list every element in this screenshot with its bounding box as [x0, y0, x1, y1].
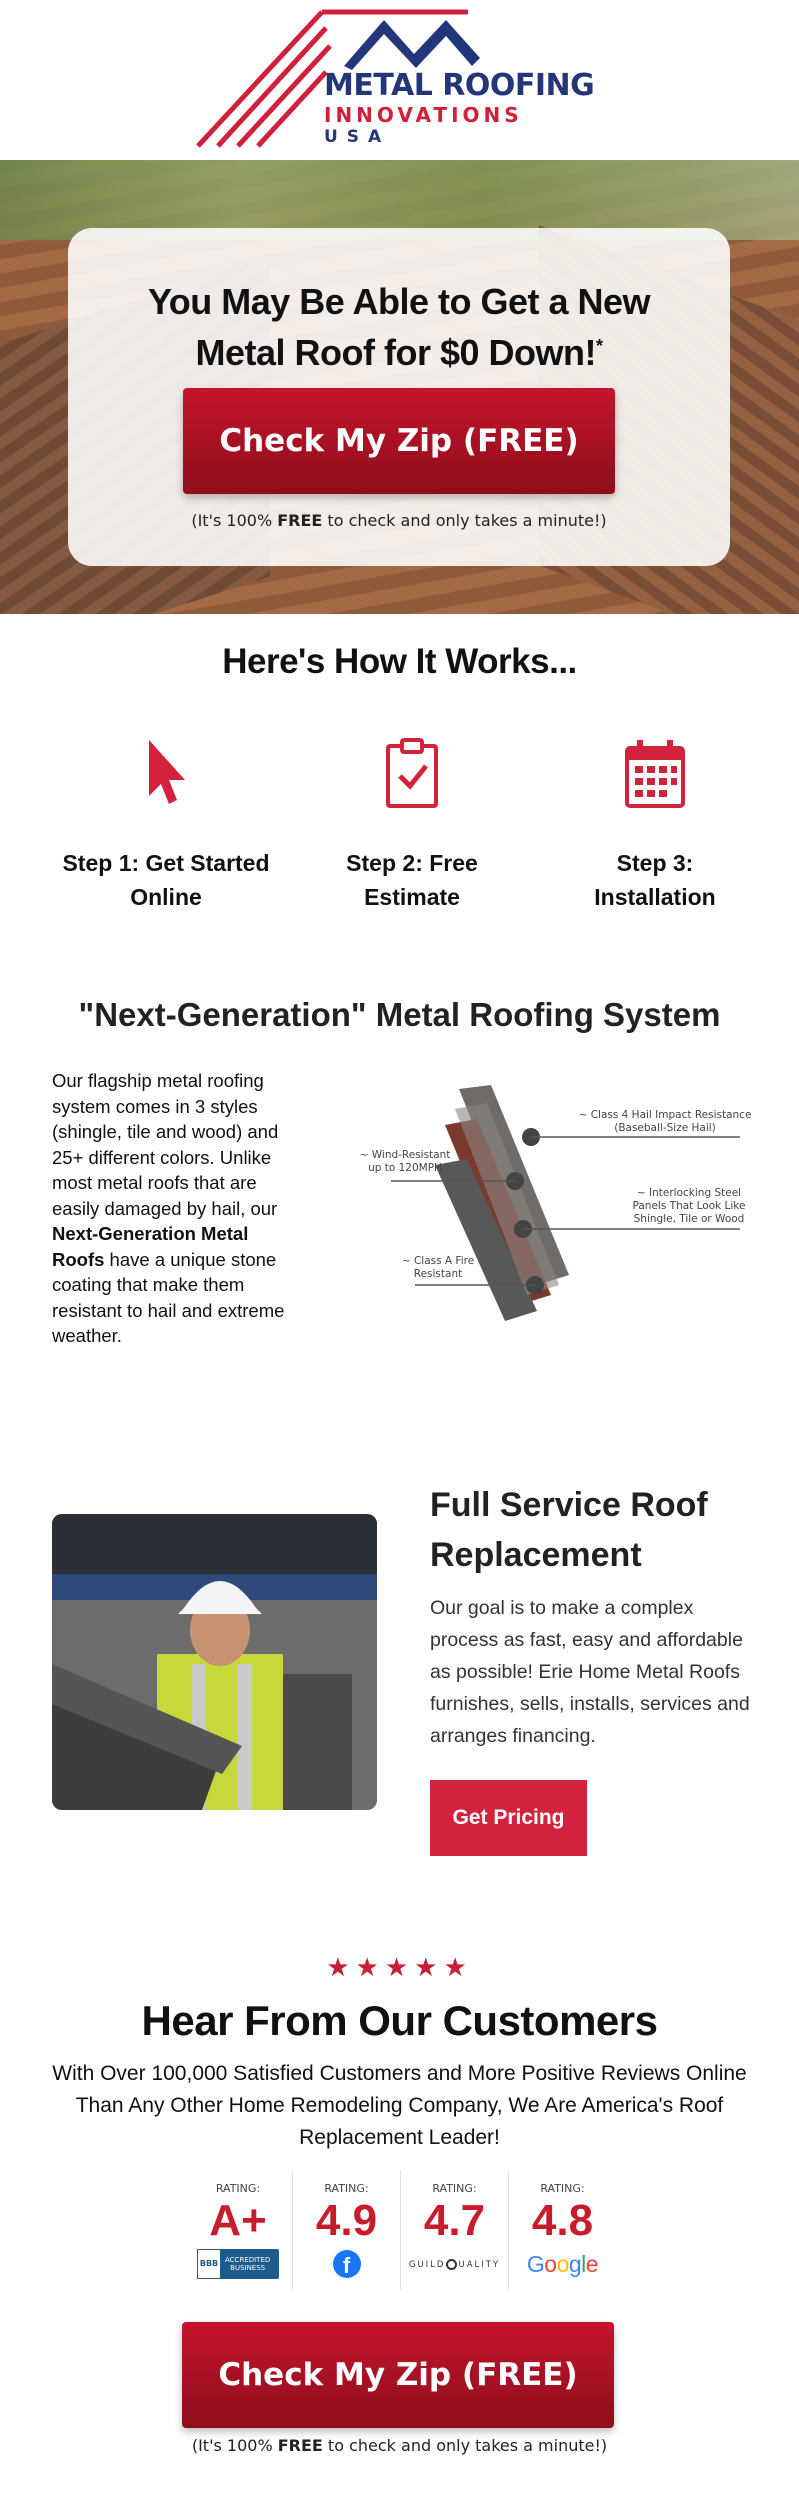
step-3-label-line-2: Installation: [594, 884, 716, 910]
google-logo: [527, 2251, 598, 2278]
bottom-free-check-note: [0, 2436, 799, 2455]
brand-logo[interactable]: [196, 6, 606, 152]
panels-callout-line-1: ~ Interlocking Steel: [636, 1187, 742, 1199]
cursor-arrow-icon: [46, 730, 286, 810]
step-2-label-line-2: Estimate: [364, 884, 460, 910]
bottom-note-post: to check and only takes a minute!): [322, 2436, 608, 2455]
ratings-row: [184, 2170, 616, 2290]
google-o1: o: [544, 2250, 557, 2277]
rating-value: 4.8: [531, 2196, 594, 2245]
check-my-zip-button[interactable]: Check My Zip (FREE): [183, 388, 615, 494]
rating-caption: RATING:: [540, 2182, 585, 2195]
bottom-note-bold: FREE: [277, 2436, 323, 2455]
google-o2: o: [556, 2250, 569, 2277]
step-1-label: [46, 846, 286, 914]
rating-caption: RATING:: [432, 2182, 477, 2195]
bbb-badge: [197, 2249, 279, 2279]
hero-headline: [68, 280, 730, 375]
wind-resistance-callout: [355, 1149, 455, 1175]
fire-callout-line-1: ~ Class A Fire: [401, 1255, 475, 1267]
next-gen-title: "Next-Generation" Metal Roofing System: [78, 996, 721, 1033]
free-check-note: [68, 511, 730, 530]
installer-photo: [52, 1514, 377, 1810]
reviews-subtitle: With Over 100,000 Satisfied Customers and More Positive Reviews Online Than Any Other Home Remodeling Company, We Are America's Roof Replacement Leader!: [52, 2062, 747, 2149]
google-e: e: [585, 2250, 599, 2277]
step-3: [535, 730, 775, 914]
guild-text-1: GUILD: [408, 2259, 446, 2270]
reviews-title: Hear From Our Customers: [141, 1997, 658, 2044]
rating-guildquality: [400, 2170, 508, 2290]
next-gen-description: [52, 1068, 302, 1349]
full-service-title: [430, 1480, 760, 1580]
panels-callout-line-3: Shingle, Tile or Wood: [633, 1213, 745, 1225]
brand-line-1: METAL ROOFING: [324, 68, 595, 103]
hero-headline-line-2-text: Metal Roof for $0 Down!: [195, 332, 596, 373]
how-it-works-title: Here's How It Works...: [222, 642, 577, 681]
rating-value: A+: [209, 2196, 267, 2245]
google-g2: g: [568, 2250, 582, 2277]
brand-line-3: USA: [324, 127, 391, 147]
full-service-description: Our goal is to make a complex process as fast, easy and affordable as possible! Erie Home Metal Roofs furnishes, sells, installs, services and arranges financing.: [430, 1597, 750, 1747]
hail-callout-line-1: ~ Class 4 Hail Impact Resistance: [578, 1109, 752, 1121]
step-2-label: [292, 846, 532, 914]
rating-google: [508, 2170, 616, 2290]
bbb-badge-text: [221, 2256, 270, 2272]
full-service-title-line-2: Replacement: [430, 1536, 642, 1574]
interlocking-panels-callout: [627, 1187, 751, 1226]
bbb-text-2: BUSINESS: [230, 2264, 266, 2272]
fire-resistance-callout: [393, 1255, 483, 1281]
guild-q-mark: [446, 2259, 457, 2270]
bbb-accredited-icon: [184, 2247, 292, 2281]
step-1-label-line-2: Online: [130, 884, 202, 910]
rating-caption: RATING:: [324, 2182, 369, 2195]
hero-headline-line-1: You May Be Able to Get a New: [147, 281, 651, 322]
hail-resistance-callout: [573, 1109, 757, 1135]
wind-callout-line-1: ~ Wind-Resistant: [359, 1149, 451, 1161]
hero-asterisk: *: [595, 336, 603, 356]
calendar-icon: [535, 730, 775, 810]
bbb-text-1: ACCREDITED: [225, 2256, 271, 2264]
next-gen-text-bold: Next-Generation Metal Roofs: [52, 1223, 249, 1270]
step-2: [292, 730, 532, 914]
next-gen-text-pre: Our flagship metal roofing system comes in 3 styles (shingle, tile and wood) and 25+ different colors. Unlike most metal roofs that are easily damaged by hail, our: [52, 1070, 279, 1219]
rating-value: 4.7: [423, 2196, 486, 2245]
full-service-title-line-1: Full Service Roof: [430, 1486, 708, 1524]
rating-value: 4.9: [315, 2196, 378, 2245]
brand-line-2: INNOVATIONS: [324, 103, 523, 127]
google-g: G: [526, 2250, 545, 2277]
brand-wordmark: [324, 68, 594, 147]
hero-section: [0, 160, 799, 614]
get-pricing-button[interactable]: Get Pricing: [430, 1780, 587, 1856]
facebook-icon: [293, 2247, 400, 2281]
next-gen-text-post: have a unique stone coating that make them resistant to hail and extreme weather.: [52, 1248, 285, 1346]
clipboard-check-icon: [292, 730, 532, 810]
step-2-label-line-1: Step 2: Free: [346, 850, 478, 876]
hero-headline-line-2: [68, 324, 730, 375]
rating-bbb: [184, 2170, 292, 2290]
google-icon: [509, 2247, 616, 2281]
header: [0, 0, 799, 160]
rating-facebook: [292, 2170, 400, 2290]
guildquality-logo: [409, 2259, 500, 2270]
hail-callout-line-2: (Baseball-Size Hail): [614, 1122, 716, 1134]
step-1-label-line-1: Step 1: Get Started: [62, 850, 270, 876]
free-note-bold: FREE: [277, 511, 323, 530]
wind-callout-line-2: up to 120MPH: [368, 1162, 442, 1174]
bottom-note-pre: (It's 100%: [191, 2436, 278, 2455]
installer-video-thumbnail[interactable]: [52, 1514, 377, 1810]
hero-card: [68, 228, 730, 566]
rating-caption: RATING:: [215, 2182, 261, 2195]
guild-text-2: UALITY: [458, 2259, 501, 2270]
facebook-logo: f: [333, 2250, 361, 2278]
free-note-pre: (It's 100%: [191, 511, 278, 530]
guildquality-icon: [401, 2247, 508, 2281]
step-3-label-line-1: Step 3:: [616, 850, 694, 876]
check-my-zip-bottom-button[interactable]: Check My Zip (FREE): [182, 2322, 614, 2428]
step-1: [46, 730, 286, 914]
panels-callout-line-2: Panels That Look Like: [632, 1200, 746, 1212]
fire-callout-line-2: Resistant: [413, 1268, 463, 1280]
free-note-post: to check and only takes a minute!): [322, 511, 607, 530]
step-3-label: [535, 846, 775, 914]
five-star-icon: ★★★★★: [326, 1952, 473, 1982]
bbb-seal: BBB: [197, 2249, 221, 2279]
google-l: l: [581, 2250, 586, 2277]
roof-layers-diagram: [355, 1085, 755, 1330]
